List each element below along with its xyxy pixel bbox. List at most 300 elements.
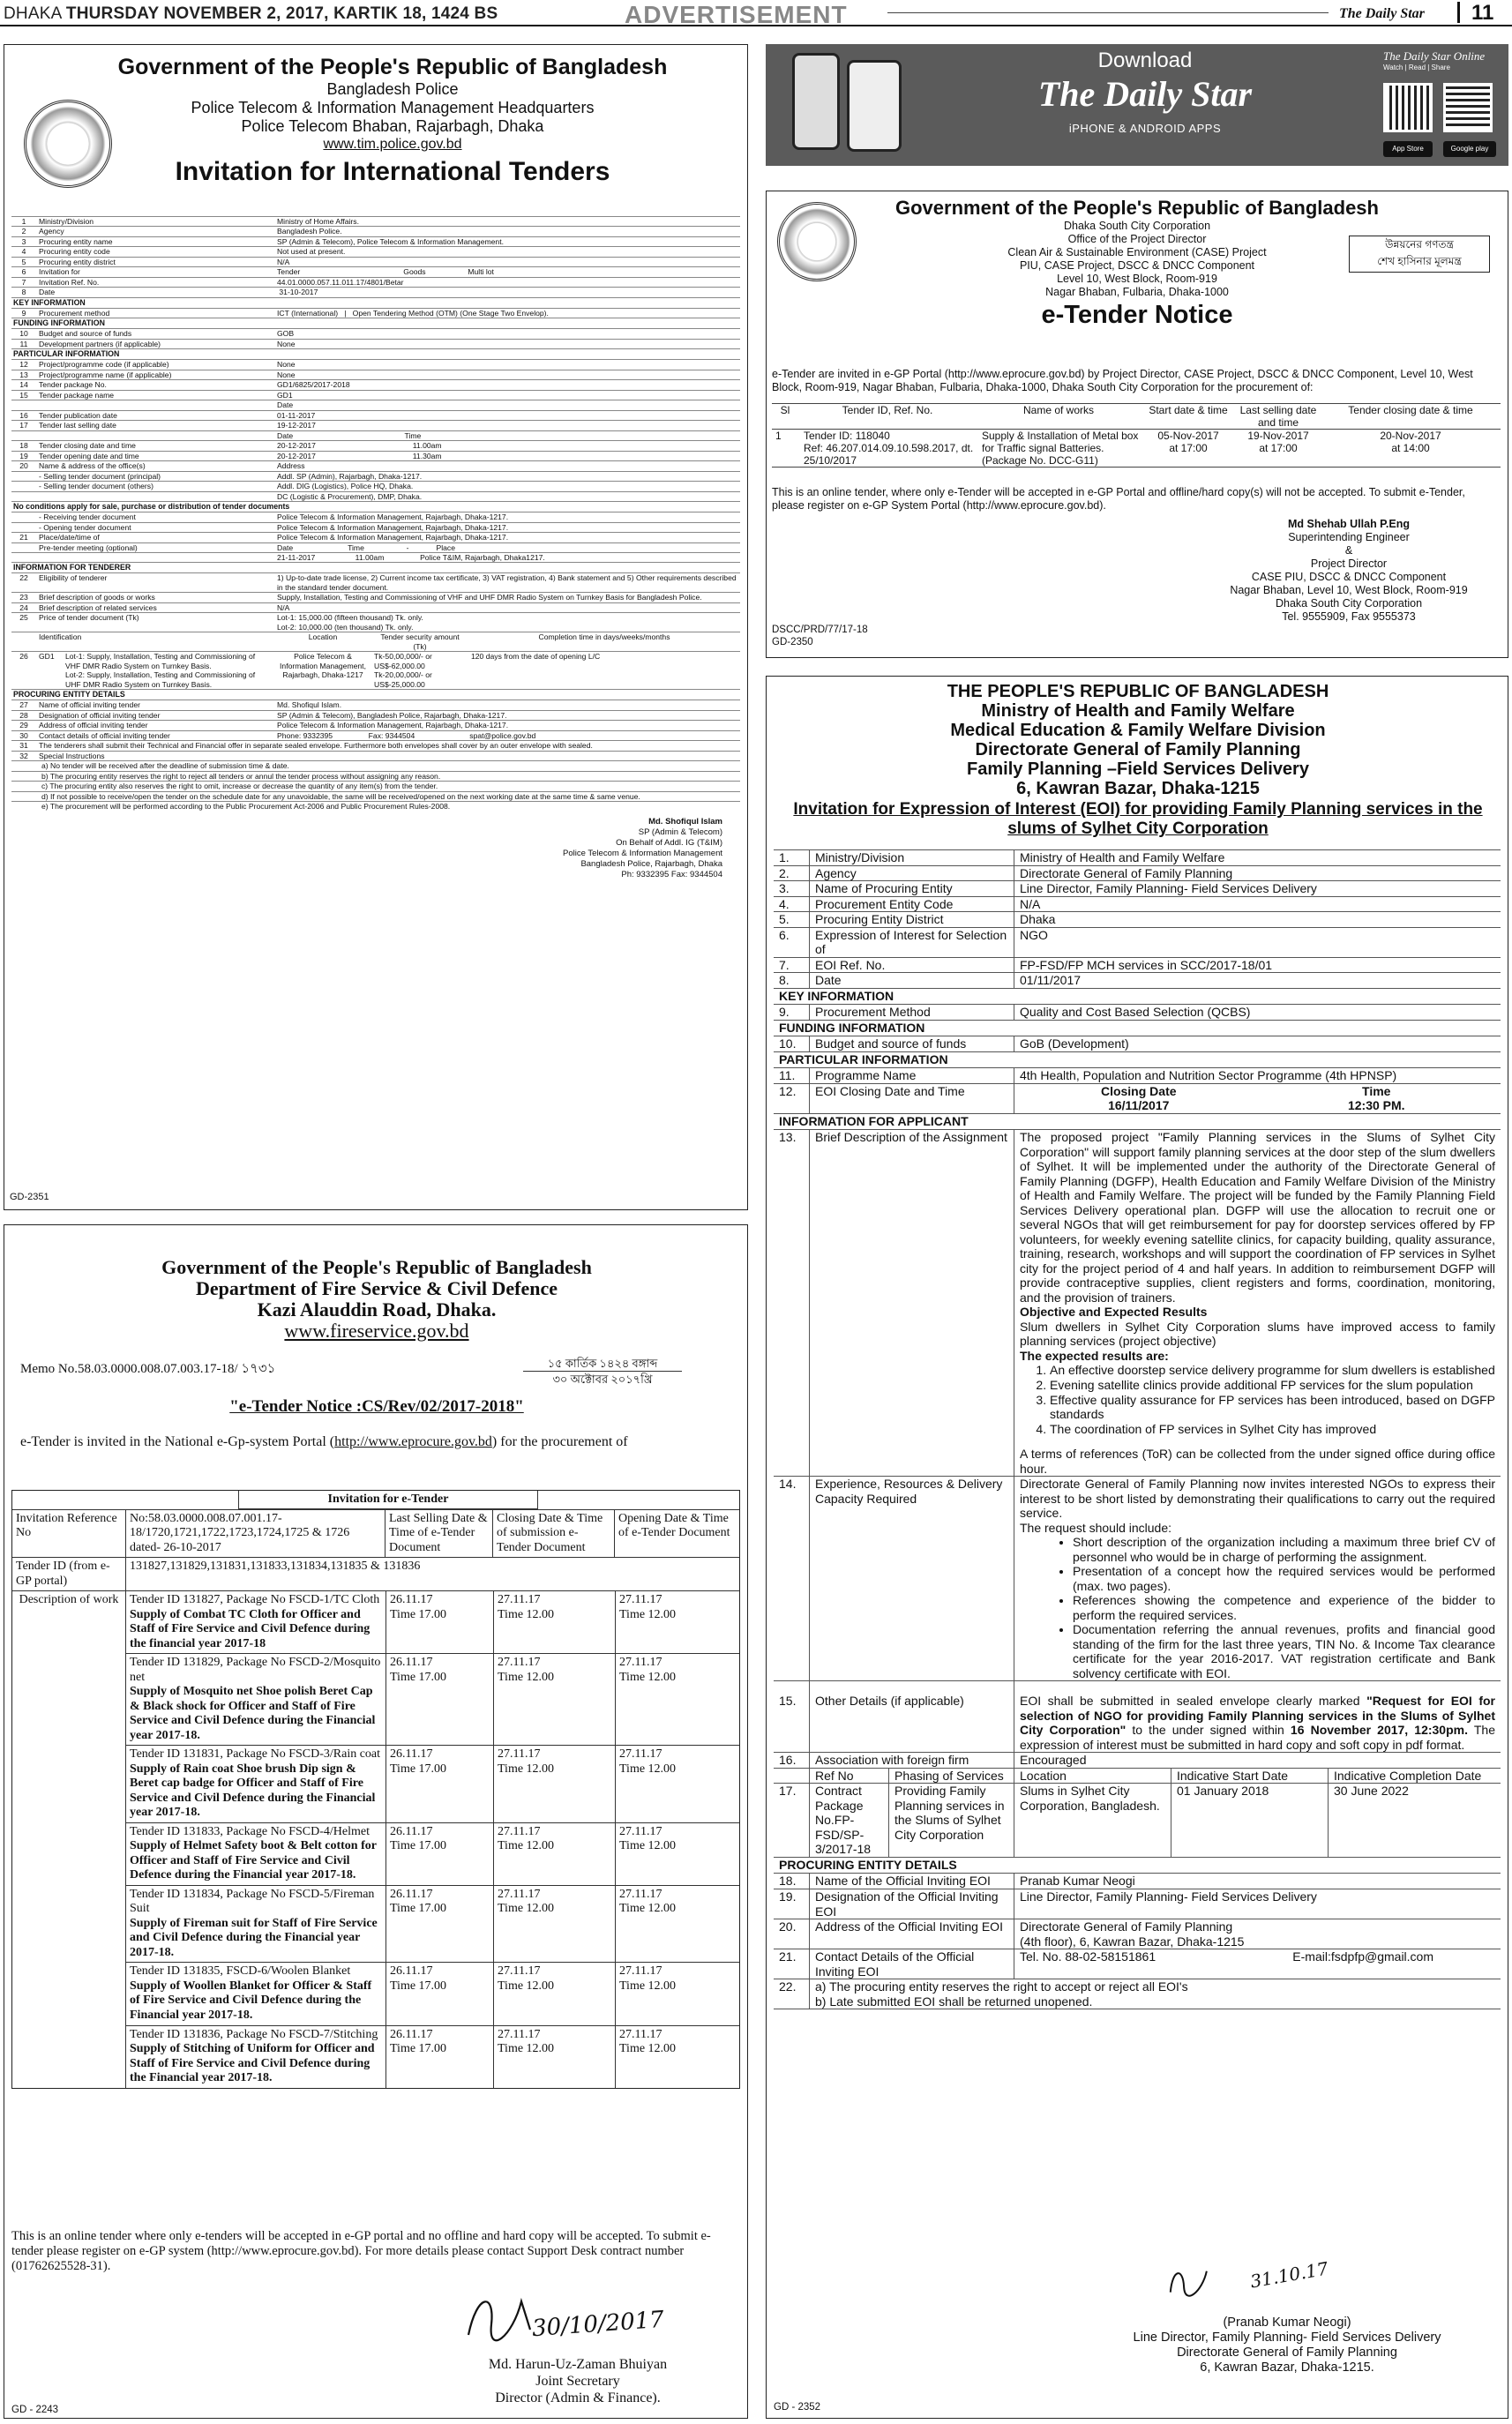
qr-code-ios-icon[interactable]	[1383, 83, 1433, 132]
police-row	[11, 308, 740, 318]
police-row	[11, 287, 740, 296]
fp-signature-scribble	[1164, 2256, 1247, 2301]
police-row	[11, 451, 740, 460]
fp-row-value: Directorate General of Family Planning (4th floor), 6, Kawran Bazar, Dhaka-1215	[1014, 1919, 1501, 1949]
police-sign-line: On Behalf of Addl. IG (T&IM)	[616, 837, 722, 848]
police-row-value: 01-11-2017	[277, 410, 316, 420]
fp-row-label: Procuring Entity District	[809, 912, 1014, 927]
police-instruction: a) No tender will be received after the deadline of submission time & date.	[11, 760, 740, 770]
dscc-table-row	[772, 430, 1501, 467]
dateline-city: DHAKA	[4, 4, 62, 23]
police-instruction: b) The procuring entity reserves the right to reject all tenders or annul the tender process without assigning any reason.	[11, 771, 740, 781]
fp-row	[774, 911, 1501, 927]
fp-row-label: Procurement Method	[809, 1005, 1014, 1020]
police-row-label	[36, 492, 274, 501]
police-title: Invitation for International Tenders	[175, 157, 610, 186]
dscc-sign-line: Nagar Bhaban, Level 10, West Block, Room-919	[1230, 584, 1468, 596]
dscc-l2: Office of the Project Director	[1067, 233, 1207, 245]
fp-contact	[1020, 1949, 1495, 1964]
fire-url[interactable]: www.fireservice.gov.bd	[284, 1320, 469, 1342]
police-row-label: Address of official inviting tender	[39, 721, 148, 730]
police-row-no: 13	[19, 370, 28, 379]
police-row-value: Address	[277, 461, 305, 471]
dscc-td-sl: 1	[775, 430, 782, 442]
police-section-heading: FUNDING INFORMATION	[11, 318, 740, 328]
fp-package-cell: Contract Package No.FP-FSD/SP-3/2017-18	[809, 1784, 888, 1857]
police-row-value: N/A	[277, 602, 290, 612]
police-row-value: Police Telecom & Information Management, Rajarbagh, Dhaka-1217.	[277, 533, 509, 542]
fp-row	[774, 927, 1501, 957]
fp-section-heading: PARTICULAR INFORMATION	[774, 1051, 1501, 1068]
police-row-no	[11, 400, 36, 409]
police-row-no: 8	[21, 288, 26, 297]
daily-star-app-banner[interactable]	[766, 44, 1508, 166]
fire-item-head: Tender ID 131836, Package No FSCD-7/Stitching	[130, 2027, 378, 2041]
police-row-no: 29	[19, 721, 28, 730]
fp-row-no: 7.	[779, 957, 790, 972]
fp-row-value: 4th Health, Population and Nutrition Sector Programme (4th HPNSP)	[1014, 1068, 1501, 1083]
fp-row13-para: The proposed project "Family Planning services in the Slums of Sylhet City Corporation" will support family planning services at the door step of the slum dwellers of Sylhet. It will be implemented under the authority of the Directorate General of Family Planning (DGFP), Health Education and Family Welfare Division of the Ministry of Health and Family Welfare. The project will be funded by the Family Planning Field Services Delivery operational plan. DGFP will use the allocation to recruit one or several NGOs that will get reimbursement for pay for doorstep services offered by FP volunteers, for weekly evening satellite clinics, for capacity building, quality assurance, training, research, workshops and will support the coordination of FP services in Sylhet city for the project period of 4 and half years. In addition to reimbursement DGFP will provide contraceptive supplies, client registers and forms, coordination, monitoring, and the provision of trainers.	[1020, 1130, 1495, 1305]
police-lot-security	[371, 652, 468, 689]
fp-contact-mail: E-mail:fsdpfp@gmail.com	[1292, 1949, 1433, 1964]
fire-tender-id-row	[12, 1557, 739, 1590]
fire-item-closing: 27.11.17 Time 12.00	[493, 1746, 615, 1822]
fire-item-head: Tender ID 131833, Package No FSCD-4/Helmet	[130, 1824, 370, 1838]
fp-row-no: 15.	[779, 1694, 797, 1709]
police-row	[11, 257, 740, 266]
police-lot1: Lot-1: Supply, Installation, Testing and Commissioning of VHF DMR Radio System on Turnkey Basis.	[65, 652, 256, 670]
police-row-label: Invitation Ref. No.	[39, 277, 100, 287]
fp-row	[774, 1889, 1501, 1919]
fire-item-closing: 27.11.17 Time 12.00	[493, 1654, 615, 1745]
fire-date-bn	[523, 1356, 682, 1387]
fire-service-tender-ad	[4, 1224, 748, 2419]
police-code: GD-2351	[10, 1192, 49, 1202]
dscc-sign-line: Md Shehab Ullah P.Eng	[1288, 518, 1410, 530]
fp-row-value: 01/11/2017	[1014, 973, 1501, 988]
police-row-value: Date Time - Place	[277, 542, 456, 552]
fp-request-item: • References showing the competence and experience of the bidder to perform the required services.	[1073, 1593, 1495, 1622]
fp-row	[774, 972, 1501, 988]
fp-row-no: 5.	[779, 912, 790, 927]
police-row-no: 6	[21, 267, 26, 277]
fp-section-heading: PROCURING ENTITY DETAILS	[774, 1857, 1501, 1874]
police-row-value: SP (Admin & Telecom), Police Telecom & Information Management.	[277, 236, 504, 246]
police-row	[11, 592, 740, 602]
police-row	[11, 440, 740, 450]
police-row-label: Brief description of related services	[39, 602, 157, 612]
fire-item-opening: 27.11.17 Time 12.00	[615, 1654, 739, 1745]
police-table	[11, 216, 740, 880]
police-row-label: Agency	[39, 227, 64, 236]
police-row-label: Special Instructions	[39, 751, 105, 760]
police-row-value: Phone: 9332395 Fax: 9344504 spat@police.gov.bd	[277, 730, 536, 740]
fire-item-closing: 27.11.17 Time 12.00	[493, 1886, 615, 1963]
fire-table-title: Invitation for e-Tender	[238, 1491, 538, 1509]
fire-intro	[20, 1433, 744, 1451]
fire-intro-text: e-Tender is invited in the National e-Gp-system Portal (	[20, 1434, 335, 1449]
fire-signature-date: 30/10/2017	[531, 2306, 665, 2343]
fp-row-value	[1014, 1949, 1501, 1979]
police-instruction: e) The procurement will be performed according to the Public Procurement Act-2006 and Public Procurement Rules-2008.	[11, 801, 740, 811]
fire-date-bangla: ১৫ কার্তিক ১৪২৪ বঙ্গাব্দ	[523, 1356, 682, 1372]
tablet-icon	[847, 60, 902, 152]
fp-signature-date: 31.10.17	[1248, 2257, 1330, 2293]
google-play-badge[interactable]: Google play	[1443, 141, 1496, 157]
banner-paper-name: The Daily Star	[1037, 74, 1253, 114]
fire-table-head	[12, 1509, 739, 1558]
police-row-value: Not used at present.	[277, 247, 346, 257]
fire-item-selling: 26.11.17 Time 17.00	[385, 1823, 493, 1885]
police-row	[11, 390, 740, 400]
fp-row	[774, 1680, 1501, 1752]
fp-contact-tel: Tel. No. 88-02-58151861	[1020, 1949, 1156, 1964]
fire-item-desc	[126, 1963, 385, 2024]
police-row-value: Date Time	[277, 430, 422, 440]
police-row-no	[11, 543, 36, 552]
fp-row14-head: The request should include:	[1020, 1520, 1171, 1535]
fp-package-cell: Slums in Sylhet City Corporation, Bangladesh.	[1014, 1784, 1171, 1857]
fire-item-body: Supply of Stitching of Uniform for Officer and Staff of Fire Service and Civil Defence during the Financial year 2017-18.	[130, 2042, 375, 2085]
police-row	[11, 572, 740, 592]
dscc-l6: Nagar Bhaban, Fulbaria, Dhaka-1000	[1045, 286, 1229, 298]
fp-row-label: Ministry/Division	[809, 850, 1014, 865]
fp-row15-b: "Request for EOI for selection of NGO for providing Family Planning services in the Slums of Sylhet City Corporation"	[1020, 1694, 1496, 1738]
fp-row-label: Programme Name	[809, 1068, 1014, 1083]
fire-item-body: Supply of Helmet Safety boot & Belt cotton for Officer and Staff of Fire Service and Civil Defence during the Financial year 2017-18.	[130, 1839, 377, 1882]
fire-tender-id-value: 131827,131829,131831,131833,131834,131835 & 131836	[125, 1558, 739, 1590]
police-row-label: Procuring entity code	[39, 247, 110, 257]
police-row	[11, 460, 740, 470]
fire-item-desc	[126, 1746, 385, 1822]
police-row-value: 19-12-2017	[277, 421, 316, 430]
fp-row	[774, 1129, 1501, 1476]
police-row-value: SP (Admin & Telecom), Bangladesh Police, Rajarbagh, Dhaka-1217.	[277, 710, 507, 720]
fp-row-label: Expression of Interest for Selection of	[809, 928, 1014, 957]
dscc-sign-line: &	[1344, 544, 1353, 557]
police-row-value: GOB	[277, 329, 295, 339]
police-row-value: 20-12-2017 11.00am	[277, 441, 442, 451]
fire-head-cell: No:58.03.0000.008.07.001.17-18/1720,1721,1722,1723,1724,1725 & 1726 dated- 26-10-2017	[125, 1510, 385, 1558]
fire-item-selling: 26.11.17 Time 17.00	[385, 1963, 493, 2024]
police-row-value: N/A	[277, 257, 290, 266]
fp-package-head-cell: Phasing of Services	[888, 1769, 1014, 1784]
dscc-th-closing: Tender closing date & time	[1348, 404, 1473, 416]
fp-closing-date-col	[1020, 1084, 1258, 1113]
police-row-no: 14	[19, 380, 28, 390]
fire-desc-label: Description of work	[19, 1593, 119, 1607]
police-row-value	[274, 752, 740, 760]
fire-sign-line: Md. Harun-Uz-Zaman Bhuiyan	[488, 2357, 668, 2372]
fp-row14-body	[1020, 1477, 1495, 1680]
police-tender-ad	[4, 44, 748, 1210]
fp-row-label: Other Details (if applicable)	[809, 1681, 1014, 1752]
fp-row15-a: EOI shall be submitted in sealed envelope clearly marked	[1020, 1694, 1367, 1709]
police-row-label: The tenderers shall submit their Technical and Financial offer in separate sealed envelope. Furthermore both envelopes shall cover by an outer envelope with sealed.	[39, 741, 593, 751]
police-row-value: None	[277, 339, 296, 348]
police-lot-desc	[36, 652, 274, 689]
fp-row-label: Procurement Entity Code	[809, 897, 1014, 912]
police-row-label: Procuring entity district	[39, 257, 116, 266]
police-row	[11, 512, 740, 521]
police-row-value: Lot-1: 15,000.00 (fifteen thousand) Tk. only. Lot-2: 10,000.00 (ten thousand) Tk. only.	[277, 613, 423, 632]
fp-row15-body	[1020, 1694, 1495, 1752]
police-row-label: - Selling tender document (principal)	[39, 471, 161, 481]
police-row-no: 2	[21, 227, 26, 236]
fire-item-desc	[126, 1591, 385, 1653]
police-lot-head-loc: Location	[308, 632, 338, 642]
police-row-value: ICT (International) | Open Tendering Method (OTM) (One Stage Two Envelop).	[277, 308, 549, 318]
fp-result-item: 4. The coordination of FP services in Sylhet City has improved	[1050, 1422, 1495, 1437]
police-row-label: Contact details of official inviting tender	[39, 730, 170, 740]
fp-row	[774, 1036, 1501, 1051]
police-row-no: 28	[19, 710, 28, 720]
fp-row-no: 13.	[779, 1130, 797, 1145]
police-row-label: - Selling tender document (others)	[39, 482, 153, 491]
dscc-th-id: Tender ID, Ref. No.	[842, 404, 933, 416]
police-row-value: DC (Logistic & Procurement), DMP, Dhaka.	[277, 491, 423, 501]
fp-row-no: 3.	[779, 881, 790, 896]
fire-note: This is an online tender where only e-tenders will be accepted in e-GP portal and no offline and hard copy will be accepted. To submit e-tender please register on e-GP system (http://www.eprocure.gov.bd). For more details please contact Support Desk contract number (01762625528-31).	[11, 2229, 711, 2273]
dscc-note: This is an online tender, where only e-Tender will be accepted in e-GP Portal and offline/hard copy(s) will not be accepted. To submit e-Tender, please register on e-GP System Portal (http://www.eprocure.gov.bd).	[772, 486, 1465, 512]
fp-request-item: • Short description of the organization including a maximum three brief CV of personnel who would be in charge of performing the assignment.	[1073, 1535, 1495, 1564]
dscc-sign-line: Superintending Engineer	[1288, 531, 1410, 543]
fp-row	[774, 849, 1501, 865]
fp-row-no: 20.	[779, 1919, 797, 1934]
fp-row-value: N/A	[1014, 897, 1501, 912]
fp-row-value: GoB (Development)	[1014, 1036, 1501, 1051]
dscc-sign-line: CASE PIU, DSCC & DNCC Component	[1251, 571, 1447, 583]
fp-row-no: 10.	[779, 1036, 797, 1051]
banner-online: The Daily Star Online	[1383, 49, 1486, 63]
fp-h6: 6, Kawran Bazar, Dhaka-1215	[1016, 779, 1260, 798]
police-row	[11, 751, 740, 760]
fp-section-heading: FUNDING INFORMATION	[774, 1020, 1501, 1036]
section-title: ADVERTISEMENT	[625, 1, 848, 26]
dscc-td-start: 05-Nov-2017 at 17:00	[1157, 430, 1219, 454]
fp-row-label: Association with foreign firm	[809, 1753, 1014, 1768]
fp-row-value	[1014, 1130, 1501, 1476]
fp-row14-para: Directorate General of Family Planning now invites interested NGOs to express their interest to be short listed by demonstrating their qualifications to carry out the required service.	[1020, 1477, 1495, 1521]
police-row	[11, 216, 740, 226]
police-row-value: Addl. DIG (Logistics), Police HQ, Dhaka.	[277, 482, 414, 491]
fp-row-no: 4.	[779, 896, 790, 911]
fire-item-row	[126, 1745, 739, 1822]
fire-item-opening: 27.11.17 Time 12.00	[615, 1746, 739, 1822]
police-row	[11, 471, 740, 481]
dscc-tender-ad	[766, 191, 1508, 658]
police-row-label: Tender package name	[39, 390, 115, 400]
police-row	[11, 532, 740, 542]
dscc-slogan-box: উন্নয়নের গণতন্ত্র শেখ হাসিনার মূলমন্ত্র	[1349, 236, 1490, 273]
fp-row-label: Brief Description of the Assignment	[809, 1130, 1014, 1476]
banner-online-sub: Watch | Read | Share	[1383, 64, 1450, 72]
police-section-heading: PROCURING ENTITY DETAILS	[11, 689, 740, 700]
fire-item-row	[126, 1653, 739, 1745]
fire-item-head: Tender ID 131835, FSCD-6/Woolen Blanket	[130, 1964, 351, 1979]
fire-item-row	[126, 1962, 739, 2024]
police-lot-id: GD1	[39, 652, 55, 662]
police-row-value: Tender Goods Multi lot	[277, 267, 494, 277]
fp-request-item: • Documentation referring the annual revenues, profits and financial good standing of the firm for the last three years, TIN No. & Income Tax clearance certificate for the year 2016-2017. VAT registration certificate and Bank solvency certificate with EOI.	[1073, 1622, 1495, 1680]
qr-code-android-icon[interactable]	[1443, 83, 1493, 132]
fp-row-no: 1.	[779, 850, 790, 864]
fp-request-item: • Presentation of a concept how the required services would be performed (max. two pages).	[1073, 1564, 1495, 1593]
police-row-label: Development partners (if applicable)	[39, 339, 161, 348]
police-row	[11, 430, 740, 440]
fp-closing-time-head: Time	[1362, 1083, 1391, 1098]
fp-row-no: 9.	[779, 1005, 790, 1020]
fp-section-heading: INFORMATION FOR APPLICANT	[774, 1113, 1501, 1130]
police-sign-line: Md. Shofiqul Islam	[648, 816, 722, 827]
fp-row22-a: a) The procuring entity reserves the right to accept or reject all EOI's	[815, 1979, 1188, 1994]
police-row-no: 9	[21, 308, 26, 318]
police-row-no: 25	[19, 613, 28, 623]
police-row-value: None	[277, 360, 296, 370]
fire-item-row	[126, 2025, 739, 2088]
police-row-label: Designation of official inviting tender	[39, 710, 161, 720]
fire-item-closing: 27.11.17 Time 12.00	[493, 2026, 615, 2088]
fire-item-selling: 26.11.17 Time 17.00	[385, 1591, 493, 1653]
fire-item-desc	[126, 1823, 385, 1885]
police-url[interactable]: www.tim.police.gov.bd	[323, 137, 462, 152]
police-row	[11, 710, 740, 720]
police-row-no	[11, 472, 36, 481]
fire-memo: Memo No.58.03.0000.008.07.003.17-18/ ১৭৩১	[20, 1362, 276, 1376]
fp-row	[774, 1949, 1501, 1979]
police-row-label: Procurement method	[39, 308, 110, 318]
police-row-label: Date	[39, 288, 56, 297]
fire-intro-text-end: ) for the procurement of	[491, 1434, 628, 1449]
fp-row-label: Date	[809, 973, 1014, 988]
fp-row-value: Encouraged	[1014, 1753, 1501, 1768]
police-row	[11, 522, 740, 532]
fire-table	[11, 1490, 740, 2089]
fp-row-no: 12.	[779, 1083, 797, 1098]
fire-h2: Department of Fire Service & Civil Defence	[195, 1277, 558, 1299]
police-lot-head	[11, 632, 740, 651]
fire-head-cell: Closing Date & Time of submission e-Tender Document	[492, 1510, 614, 1558]
police-row-label	[36, 553, 274, 562]
police-lot2: Lot-2: Supply, Installation, Testing and Commissioning of UHF DMR Radio System on Turnkey Basis.	[65, 670, 256, 689]
police-row-no: 16	[19, 410, 28, 420]
fp-row-label: Name of Procuring Entity	[809, 881, 1014, 896]
dscc-table	[772, 403, 1501, 468]
fp-row22-body	[809, 1979, 1501, 2009]
fire-item-opening: 27.11.17 Time 12.00	[615, 1963, 739, 2024]
fp-header	[767, 682, 1508, 798]
dscc-l4: PIU, CASE Project, DSCC & DNCC Component	[1019, 259, 1255, 272]
fp-row-label: Contact Details of the Official Inviting EOI	[809, 1949, 1014, 1979]
fp-row-no: 18.	[779, 1874, 797, 1889]
police-row-no: 19	[19, 451, 28, 460]
police-row-label: - Receiving tender document	[39, 512, 136, 522]
fire-item-head: Tender ID 131827, Package No FSCD-1/TC Cloth	[130, 1593, 380, 1607]
fp-row	[774, 957, 1501, 973]
phone-icon	[792, 53, 840, 150]
fp-package-cell: 30 June 2022	[1328, 1784, 1501, 1857]
fp-code: GD - 2352	[774, 2402, 821, 2413]
police-row-label: Tender last selling date	[39, 421, 116, 430]
dscc-l1: Dhaka South City Corporation	[1063, 220, 1211, 232]
police-row	[11, 542, 740, 552]
dscc-l3: Clean Air & Sustainable Environment (CASE) Project	[1007, 246, 1267, 258]
police-row-label	[36, 400, 274, 409]
fp-row-label: Experience, Resources & Delivery Capacity Required	[809, 1477, 1014, 1680]
police-row-no: 27	[19, 700, 28, 710]
fp-row15-c: to the under signed within	[1126, 1723, 1291, 1738]
police-row-no: 1	[21, 217, 26, 226]
fp-row-label: Budget and source of funds	[809, 1036, 1014, 1051]
police-row	[11, 246, 740, 256]
police-lot2-security: Tk-20,00,000/- or US$-25,000.00	[374, 670, 432, 689]
fire-h3: Kazi Alauddin Road, Dhaka.	[257, 1298, 497, 1320]
fp-row15-e: The expression of interest must be submitted in hard copy and soft copy in pdf format.	[1020, 1723, 1495, 1752]
police-row-no: 21	[19, 533, 28, 542]
fire-signatory	[445, 2356, 710, 2406]
police-row-no: 10	[19, 329, 28, 339]
police-row-label: Pre-tender meeting (optional)	[39, 542, 138, 552]
police-org2: Police Telecom & Information Management Headquarters	[191, 99, 595, 116]
dscc-th-sl: Sl	[780, 404, 790, 416]
fire-item-row	[126, 1822, 739, 1885]
police-row-no: 3	[21, 236, 26, 246]
police-row	[11, 552, 740, 562]
police-row-value: 31-10-2017	[277, 288, 318, 297]
dscc-th-selling: Last selling date and time	[1239, 404, 1317, 429]
police-row	[11, 277, 740, 287]
fire-item-opening: 27.11.17 Time 12.00	[615, 1823, 739, 1885]
fp-row	[774, 1919, 1501, 1949]
fp-sign-line: 6, Kawran Bazar, Dhaka-1215.	[1200, 2360, 1374, 2375]
fire-header	[4, 1257, 748, 1342]
police-row-value: Supply, Installation, Testing and Commissioning of VHF and UHF DMR Radio System on Turnkey Basis for Bangladesh Police.	[277, 593, 702, 602]
police-row	[11, 266, 740, 276]
fp-objective-head: Objective and Expected Results	[1020, 1305, 1208, 1320]
police-row-label: Eligibility of tenderer	[39, 573, 108, 583]
police-row-no	[11, 482, 36, 490]
page-number: 11	[1471, 1, 1494, 25]
fp-package-head	[774, 1768, 1501, 1784]
dscc-td-works: Supply & Installation of Metal box for Traffic signal Batteries. (Package No. DCC-G11)	[982, 430, 1139, 467]
fp-package-head-cell: Ref No	[809, 1769, 888, 1784]
police-row	[11, 400, 740, 409]
fire-intro-link[interactable]: http://www.eprocure.gov.bd	[334, 1434, 492, 1449]
fp-h3: Medical Education & Family Welfare Division	[950, 721, 1326, 740]
police-row	[11, 491, 740, 501]
fire-item-row	[126, 1885, 739, 1963]
police-row	[11, 236, 740, 246]
fp-row-label: EOI Closing Date and Time	[809, 1084, 1014, 1113]
fp-closing-date: 16/11/2017	[1108, 1098, 1170, 1113]
police-sign-line: SP (Admin & Telecom)	[638, 827, 722, 837]
fp-row-no: 19.	[779, 1889, 797, 1904]
fp-row	[774, 1004, 1501, 1020]
police-row-label	[36, 431, 274, 440]
app-store-badge[interactable]: App Store	[1383, 141, 1433, 157]
fp-row13-body	[1020, 1130, 1495, 1476]
police-row-no: 17	[19, 421, 28, 430]
police-row-no: 22	[19, 573, 28, 583]
fp-row-value: Dhaka	[1014, 912, 1501, 927]
fp-row-value: Pranab Kumar Neogi	[1014, 1874, 1501, 1889]
police-row-no: 32	[19, 751, 28, 760]
police-row-no	[11, 431, 36, 440]
fp-row-value	[1014, 1084, 1501, 1113]
police-section-heading: PARTICULAR INFORMATION	[11, 348, 740, 359]
police-org3: Police Telecom Bhaban, Rajarbagh, Dhaka	[241, 117, 544, 135]
fp-h4: Directorate General of Family Planning	[975, 740, 1301, 759]
